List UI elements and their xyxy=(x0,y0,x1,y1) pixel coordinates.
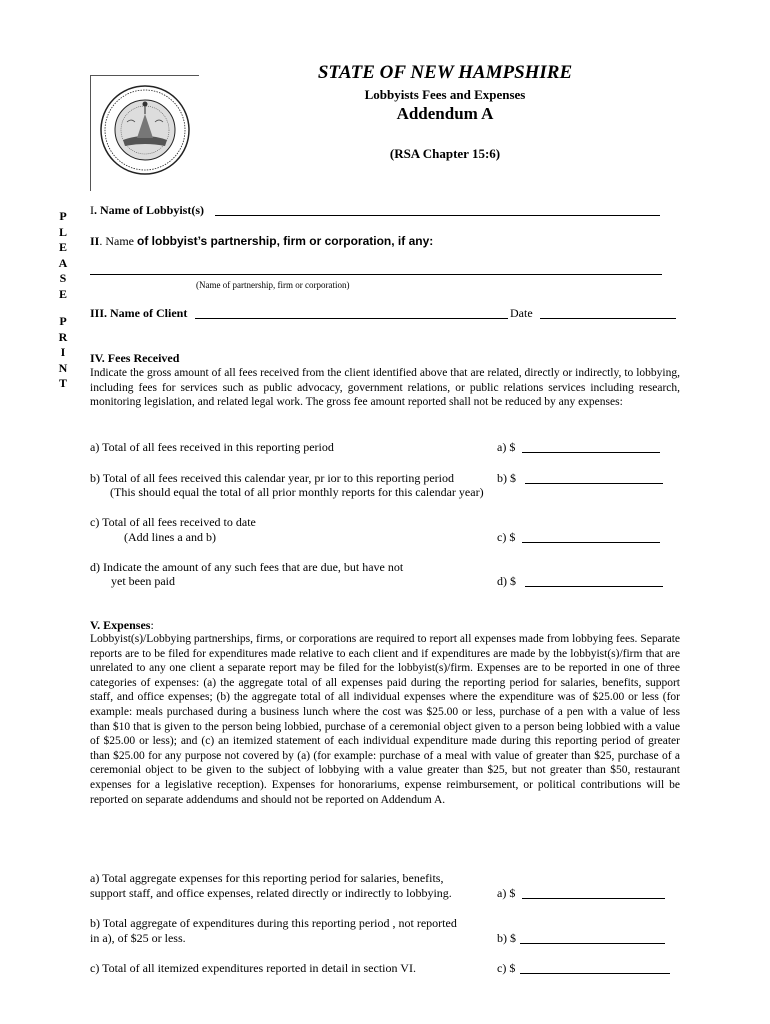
firm-name-label: II. Name of lobbyist’s partnership, firm or corporation, if any: xyxy=(90,234,434,248)
print-letter: N xyxy=(58,360,68,375)
fees-item-c-code: c) $ xyxy=(497,530,516,544)
state-seal-emblem xyxy=(97,82,193,178)
page-title: STATE OF NEW HAMPSHIRE xyxy=(317,62,573,83)
firm-name-field[interactable] xyxy=(90,264,662,275)
lobbyist-name-field[interactable] xyxy=(215,203,660,216)
please-vertical-label xyxy=(56,209,70,302)
print-letter: P xyxy=(59,314,67,328)
expenses-item-c-field[interactable] xyxy=(520,961,670,974)
expenses-item-b-label-line2: in a), of $25 or less. xyxy=(90,931,186,945)
client-name-label: III. Name of Client xyxy=(90,306,188,320)
expenses-item-b-label-line1: b) Total aggregate of expenditures during this reporting period , not reported xyxy=(90,916,457,930)
fees-item-c-field[interactable] xyxy=(522,530,660,543)
expenses-item-a-label-line2: support staff, and office expenses, related directly or indirectly to lobbying. xyxy=(90,886,452,900)
date-field[interactable] xyxy=(540,306,676,319)
addendum-heading: Addendum A xyxy=(396,104,494,123)
firm-name-caption: (Name of partnership, firm or corporation) xyxy=(196,280,350,290)
state-seal xyxy=(90,75,199,191)
fees-item-a-field[interactable] xyxy=(522,440,660,453)
date-label: Date xyxy=(510,306,533,320)
expenses-body: Lobbyist(s)/Lobbying partnerships, firms, or corporations are required to report all expenses made from lobbying fees. Separate reports are to be filed for expenditures made relative to each client and if expenditures are made by the lobbyist(s)/firm that are unrelated to any one client a separate report may be filed for the lobbyist(s)/firm. Expenses are to be reported in one of three categories of expenses: (a) the aggregate total of all expenses paid during the reporting period for salaries, benefits, support staff, and office expenses; (b) the aggregate total of all individual expenses where the expenditure was of $25.00 or less (for example: meals purchased during a business lunch where the cost was $25.00 or less, purchase of a pen with a value of less than $10 that is given to the person being lobbied, purchase of a ceremonial object given to a person being lobbied with a value of $25.00 or less); and (c) an itemized statement of each individual expenditure made during this reporting period of greater than $25.00 for any purpose not covered by (a) (for example: purchase of a meal with value of greater than $25, purchase of a ceremonial object to be given to the subject of lobbying with a value greater than $25, but not greater than $50, restaurant expenses for a legislative reception). Expenses for honorariums, expense reimbursement, or political contributions will be reported on separate addendums and should not be reported on Addendum A. xyxy=(90,633,680,806)
please-letter: A xyxy=(58,255,68,270)
fees-item-d-code: d) $ xyxy=(497,574,516,588)
fees-item-a-code: a) $ xyxy=(497,440,516,454)
print-letter: I xyxy=(60,345,66,359)
rsa-reference: (RSA Chapter 15:6) xyxy=(389,146,501,161)
client-name-field[interactable] xyxy=(195,306,508,319)
please-letter: P xyxy=(59,209,67,223)
form-subtitle: Lobbyists Fees and Expenses xyxy=(364,87,526,102)
fees-item-b-note: (This should equal the total of all prior monthly reports for this calendar year) xyxy=(110,485,484,499)
print-letter: T xyxy=(58,376,67,390)
fees-item-d-field[interactable] xyxy=(525,574,663,587)
expenses-item-a-field[interactable] xyxy=(522,886,665,899)
expenses-item-a-label-line1: a) Total aggregate expenses for this reporting period for salaries, benefits, xyxy=(90,871,444,885)
expenses-item-a-code: a) $ xyxy=(497,886,516,900)
fees-item-b-field[interactable] xyxy=(525,471,663,484)
please-letter: E xyxy=(58,286,67,301)
fees-item-d-label-line1: d) Indicate the amount of any such fees that are due, but have not xyxy=(90,560,404,574)
lobbyist-name-label: I. Name of Lobbyist(s) xyxy=(90,203,204,217)
expenses-heading: V. Expenses: xyxy=(90,618,154,632)
fees-item-b-code: b) $ xyxy=(497,471,516,485)
expenses-item-c-label: c) Total of all itemized expenditures reported in detail in section VI. xyxy=(90,961,416,975)
fees-item-c-label: c) Total of all fees received to date xyxy=(90,515,256,529)
expenses-item-b-field[interactable] xyxy=(520,931,665,944)
expenses-item-b-code: b) $ xyxy=(497,931,516,945)
please-letter: S xyxy=(59,271,67,285)
print-vertical-label xyxy=(56,314,70,392)
fees-item-d-label-line2: yet been paid xyxy=(111,574,175,588)
please-letter: E xyxy=(58,240,67,254)
fees-item-a-label: a) Total of all fees received in this reporting period xyxy=(90,440,334,454)
expenses-item-c-code: c) $ xyxy=(497,961,516,975)
print-letter: R xyxy=(58,329,68,344)
fees-intro: Indicate the gross amount of all fees received from the client identified above that are related, directly or indirectly, to lobbying, including fees for services such as public advocacy, government relations, or public relations services including research, monitoring legislation, and related legal work. The gross fee amount reported shall not be reduced by any expenses: xyxy=(90,367,680,409)
fees-item-b-label: b) Total of all fees received this calendar year, pr ior to this reporting period xyxy=(90,471,454,485)
please-letter: L xyxy=(58,224,67,239)
fees-item-c-note: (Add lines a and b) xyxy=(124,530,216,544)
fees-received-heading: IV. Fees Received xyxy=(90,351,180,365)
